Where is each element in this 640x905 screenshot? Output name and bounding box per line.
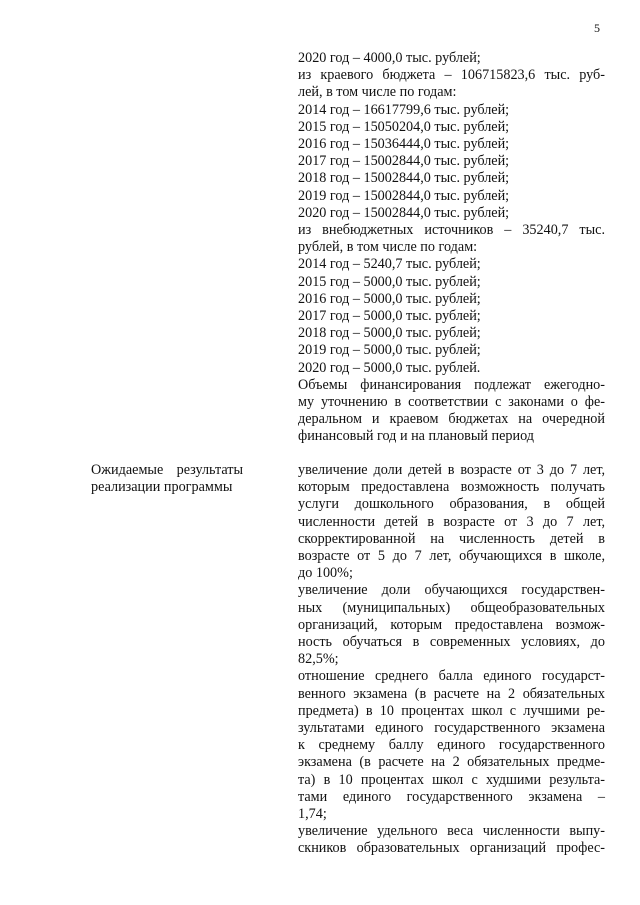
text-line: 2017 год – 15002844,0 тыс. рублей; xyxy=(298,153,510,170)
text-line: увеличение удельного веса численности выпу- xyxy=(298,823,605,840)
text-line: 2014 год – 5240,7 тыс. рублей; xyxy=(298,256,481,273)
text-line: 2020 год – 15002844,0 тыс. рублей; xyxy=(298,204,510,221)
text-line: из внебюджетных источников – 35240,7 тыс. xyxy=(298,222,605,239)
text-line: тами единого государственного экзамена – xyxy=(298,788,605,805)
label-line: реализации программы xyxy=(91,479,233,496)
text-line: отношение среднего балла единого государст- xyxy=(298,668,605,685)
text-line: 2015 год – 15050204,0 тыс. рублей; xyxy=(298,118,510,135)
text-line: 2016 год – 5000,0 тыс. рублей; xyxy=(298,290,481,307)
text-line: 2017 год – 5000,0 тыс. рублей; xyxy=(298,308,481,325)
expected-results-text xyxy=(298,462,605,858)
text-line: организаций, которым предоставлена возмож- xyxy=(298,616,605,633)
text-line: му уточнению в соответствии с законами о фе- xyxy=(298,394,605,411)
text-line: услуги дошкольного образования, в общей xyxy=(298,496,605,513)
text-line: 2018 год – 5000,0 тыс. рублей; xyxy=(298,325,481,342)
text-line: 2019 год – 15002844,0 тыс. рублей; xyxy=(298,187,510,204)
text-line: 2018 год – 15002844,0 тыс. рублей; xyxy=(298,170,510,187)
text-line: которым предоставлена возможность получать xyxy=(298,479,605,496)
text-line: увеличение доли детей в возрасте от 3 до 7 лет, xyxy=(298,462,605,478)
text-line: предмета) в 10 процентах школ с лучшими ре- xyxy=(298,702,605,719)
text-line: венного экзамена (в расчете на 2 обязательных xyxy=(298,685,605,702)
text-line: 1,74; xyxy=(298,806,327,823)
text-line: та) в 10 процентах школ с худшими результа- xyxy=(298,771,605,788)
expected-results-label xyxy=(91,462,243,496)
text-line: численности детей в возрасте от 3 до 7 лет, xyxy=(298,513,605,530)
text-line: возрасте от 5 до 7 лет, обучающихся в школе, xyxy=(298,548,605,565)
label-line: Ожидаемые результаты xyxy=(91,462,243,478)
text-line: рублей, в том числе по годам: xyxy=(298,239,478,256)
text-line: скников образовательных организаций профес- xyxy=(298,840,605,857)
text-line: к среднему баллу единого государственного xyxy=(298,737,605,754)
text-line: экзамена (в расчете на 2 обязательных предме- xyxy=(298,754,605,771)
page-number: 5 xyxy=(594,21,600,35)
text-line: зультатами единого государственного экзамена xyxy=(298,720,605,737)
text-line: увеличение доли обучающихся государствен- xyxy=(298,582,605,599)
text-line: 2014 год – 16617799,6 тыс. рублей; xyxy=(298,101,510,118)
text-line: Объемы финансирования подлежат ежегодно- xyxy=(298,376,605,393)
text-line: 2020 год – 4000,0 тыс. рублей; xyxy=(298,50,481,66)
text-line: ных (муниципальных) общеобразовательных xyxy=(298,599,605,616)
text-line: из краевого бюджета – 106715823,6 тыс. руб- xyxy=(298,67,605,84)
financing-details-text xyxy=(298,50,605,446)
text-line: 2019 год – 5000,0 тыс. рублей; xyxy=(298,342,481,359)
text-line: 2020 год – 5000,0 тыс. рублей. xyxy=(298,359,481,376)
text-line: скорректированной на численность детей в xyxy=(298,530,605,547)
text-line: до 100%; xyxy=(298,565,353,582)
text-line: 2015 год – 5000,0 тыс. рублей; xyxy=(298,273,481,290)
text-line: деральном и краевом бюджетах на очередной xyxy=(298,411,605,428)
text-line: ность обучаться в современных условиях, до xyxy=(298,634,605,651)
text-line: лей, в том числе по годам: xyxy=(298,84,457,101)
text-line: 2016 год – 15036444,0 тыс. рублей; xyxy=(298,136,510,153)
text-line: финансовый год и на плановый период xyxy=(298,428,535,445)
text-line: 82,5%; xyxy=(298,651,339,668)
